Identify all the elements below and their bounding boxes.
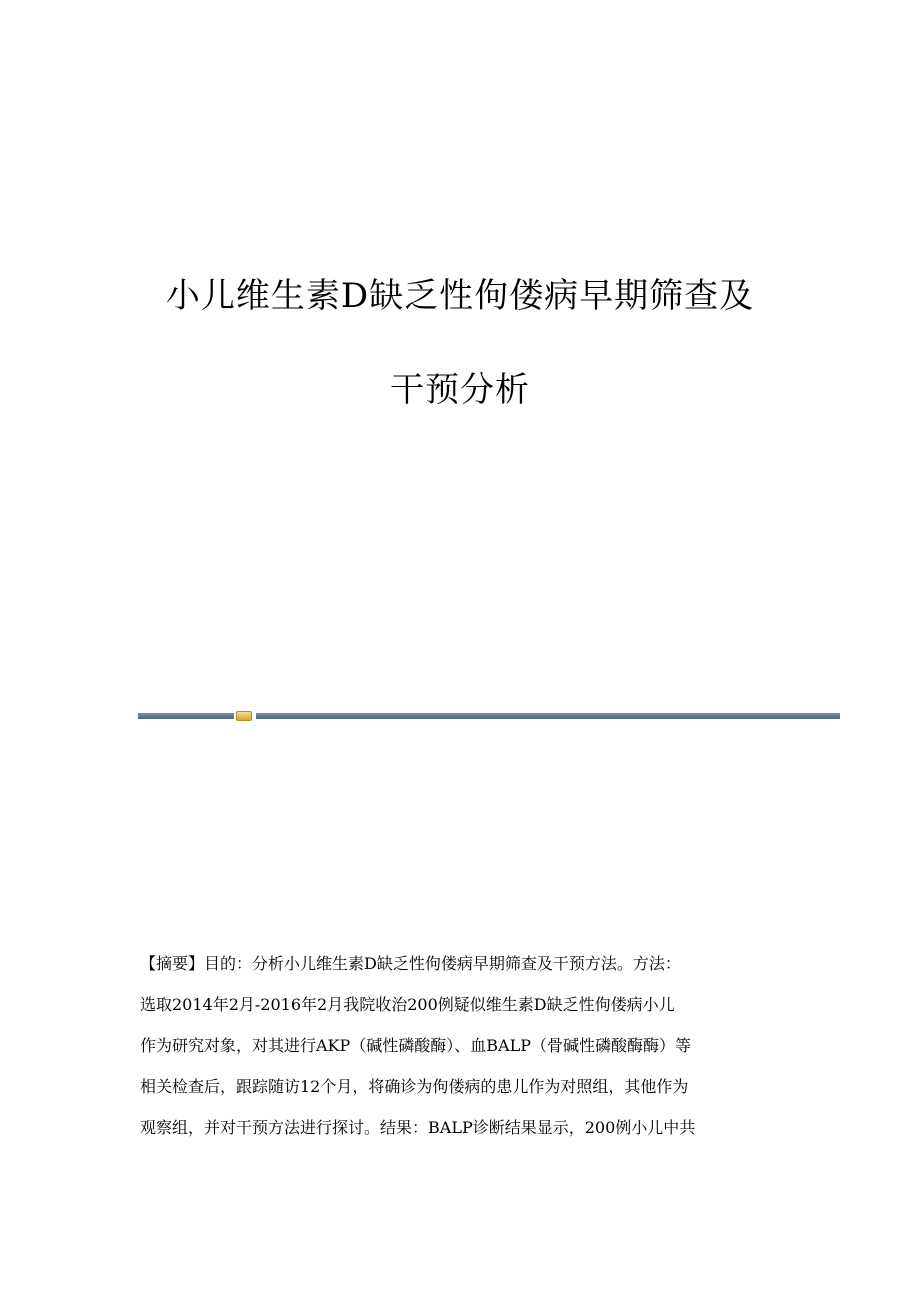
abstract-line: 选取2014年2月-2016年2月我院收治200例疑似维生素D缺乏性佝偻病小儿	[140, 995, 675, 1014]
abstract-line: 相关检查后，跟踪随访12个月，将确诊为佝偻病的患儿作为对照组，其他作为	[140, 1077, 689, 1096]
divider-ornament-icon	[236, 711, 252, 721]
abstract-line: 观察组，并对干预方法进行探讨。结果：BALP诊断结果显示，200例小儿中共	[140, 1118, 696, 1137]
abstract-line: 作为研究对象，对其进行AKP（碱性磷酸酶）、血BALP（骨碱性磷酸酶酶）等	[140, 1036, 691, 1055]
document-title-line-1: 小儿维生素D缺乏性佝偻病早期筛查及	[165, 276, 755, 316]
title-divider	[138, 711, 840, 721]
abstract-paragraph	[140, 943, 780, 1148]
abstract-line: 【摘要】目的：分析小儿维生素D缺乏性佝偻病早期筛查及干预方法。方法：	[140, 954, 681, 973]
document-title-line-2: 干预分析	[390, 370, 530, 410]
divider-bar-left	[138, 713, 234, 719]
divider-bar-right	[256, 713, 840, 719]
